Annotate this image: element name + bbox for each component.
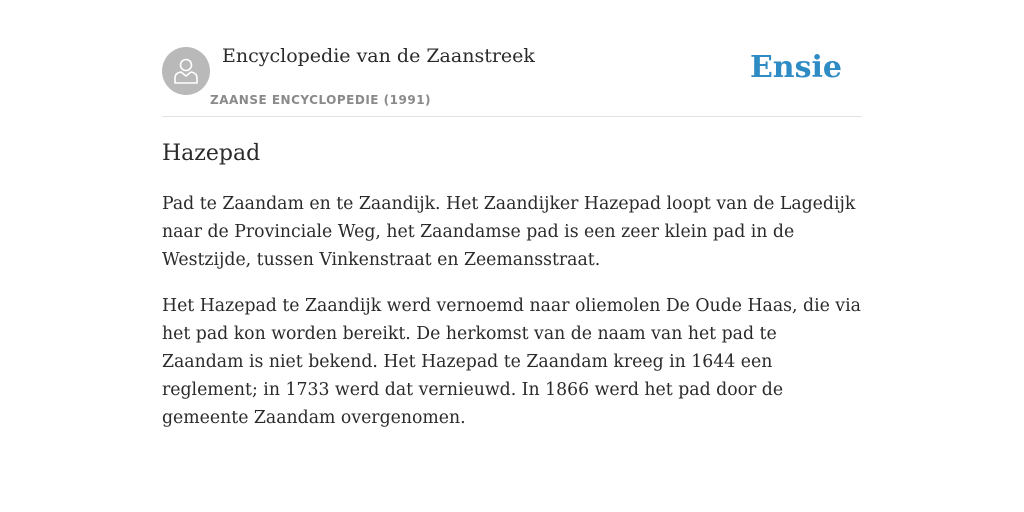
source-title[interactable]: Encyclopedie van de Zaanstreek [222, 45, 535, 67]
brand-logo[interactable]: Ensie [749, 50, 842, 85]
user-icon [173, 56, 199, 86]
entry-paragraph: Het Hazepad te Zaandijk werd vernoemd naar oliemolen De Oude Haas, die via het pad kon worden bereikt. De herkomst van de naam van het pad te Zaandam is niet bekend. Het Hazepad te Zaandam kreeg in 1644 een reglement; in 1733 werd dat vernieuwd. In 1866 werd het pad door de gemeente Zaandam overgenomen. [162, 296, 861, 428]
avatar[interactable] [162, 47, 210, 95]
source-subtitle: ZAANSE ENCYCLOPEDIE (1991) [210, 93, 432, 107]
entry-content [162, 138, 862, 450]
source-header [162, 0, 862, 117]
entry-paragraph: Pad te Zaandam en te Zaandijk. Het Zaandijker Hazepad loopt van de Lagedijk naar de Provinciale Weg, het Zaandamse pad is een zeer klein pad in de Westzijde, tussen Vinkenstraat en Zeemansstraat. [162, 194, 856, 270]
entry-title: Hazepad [162, 141, 261, 166]
